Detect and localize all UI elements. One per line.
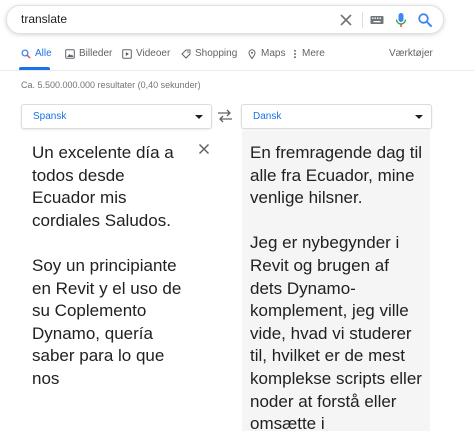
tab-shopping-label: Shopping (195, 48, 238, 59)
chevron-down-icon (195, 115, 203, 119)
source-language-select[interactable] (21, 104, 212, 129)
target-language-select[interactable] (241, 104, 432, 129)
clear-text-icon[interactable] (197, 142, 211, 156)
tools-label: Værktøjer (389, 48, 433, 59)
tab-all-label: Alle (35, 48, 52, 59)
clear-search-icon[interactable] (338, 12, 354, 28)
video-icon (122, 49, 132, 59)
search-submit-icon[interactable] (417, 12, 433, 28)
tab-images[interactable] (65, 48, 112, 69)
search-divider (362, 12, 363, 28)
map-pin-icon (247, 49, 257, 59)
source-paragraph: Un excelente día a todos desde Ecuador mis cordiales Saludos. (32, 143, 174, 230)
translated-text (250, 142, 425, 436)
target-text-panel (242, 131, 430, 434)
tab-videos[interactable] (122, 48, 170, 69)
tabs-divider (0, 70, 474, 71)
source-text-panel[interactable] (21, 131, 231, 431)
microphone-icon[interactable] (393, 12, 409, 28)
search-input[interactable] (21, 9, 321, 29)
chevron-down-icon (415, 115, 423, 119)
search-icon (21, 49, 31, 59)
more-vert-icon (292, 49, 298, 59)
tag-icon (181, 49, 191, 59)
translated-paragraph: En fremragende dag til alle fra Ecuador, mine venlige hilsner. (250, 143, 422, 208)
source-language-label: Spansk (33, 111, 67, 122)
target-language-label: Dansk (253, 111, 282, 122)
swap-languages-icon[interactable] (215, 107, 235, 125)
tools-button[interactable] (389, 48, 433, 69)
source-text[interactable] (32, 142, 182, 391)
tab-more-label: Mere (302, 48, 325, 59)
tab-maps-label: Maps (261, 48, 286, 59)
tab-shopping[interactable] (181, 48, 237, 69)
search-bar[interactable] (6, 5, 444, 34)
results-count: Ca. 5.500.000.000 resultater (0,40 sekunder) (21, 80, 201, 90)
search-tabs (0, 48, 474, 70)
tab-more[interactable] (292, 48, 325, 69)
image-icon (65, 49, 75, 59)
tab-maps[interactable] (247, 48, 285, 69)
tab-images-label: Billeder (79, 48, 113, 59)
source-paragraph: Soy un principiante en Revit y el uso de su Coplemento Dynamo, quería saber para lo que nos (32, 255, 182, 388)
tab-all[interactable] (21, 48, 52, 69)
tab-videos-label: Videoer (136, 48, 171, 59)
keyboard-icon[interactable] (369, 12, 385, 28)
translated-paragraph: Jeg er nybegynder i Revit og brugen af dets Dynamo-komplement, jeg ville vide, hvad vi studerer til, hvilket er de mest komplekse scripts eller noder at forstå eller omsætte i (250, 233, 422, 434)
